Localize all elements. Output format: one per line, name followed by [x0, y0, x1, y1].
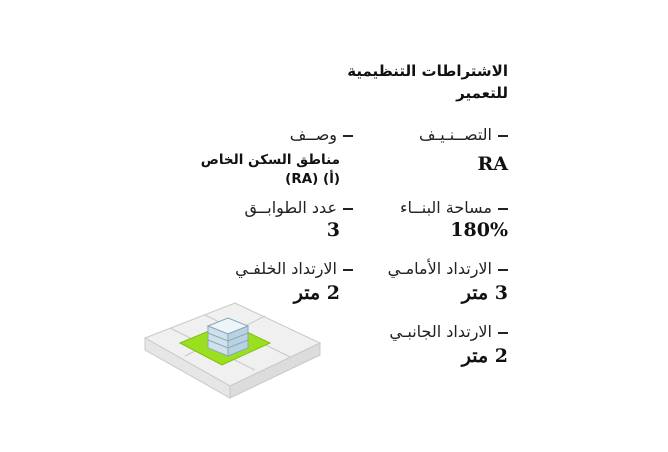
- title-line-2: للتعمير: [456, 84, 508, 102]
- description-line-1: مناطق السكن الخاص: [200, 152, 340, 168]
- page-title: [347, 60, 508, 104]
- front-setback-label: الارتداد الأمامـي: [388, 259, 508, 279]
- rear-setback-label: الارتداد الخلفـي: [235, 259, 353, 279]
- description-label: وصــف: [290, 125, 353, 145]
- plot-isometric-icon: [140, 298, 325, 403]
- side-setback-value: 2 متر: [461, 345, 508, 367]
- floors-label: عدد الطوابــق: [245, 198, 353, 218]
- building-area-value: 180%: [450, 219, 508, 241]
- front-setback-value: 3 متر: [461, 282, 508, 304]
- dash-icon: [498, 208, 508, 210]
- rear-setback-value: 2 متر: [293, 282, 340, 304]
- dash-icon: [498, 332, 508, 334]
- dash-icon: [343, 135, 353, 137]
- dash-icon: [498, 269, 508, 271]
- description-line-2: (أ) (RA): [285, 171, 340, 187]
- dash-icon: [498, 135, 508, 137]
- side-setback-label: الارتداد الجانبـي: [389, 322, 508, 342]
- floors-value: 3: [326, 219, 340, 241]
- building-area-label: مساحة البنــاء: [400, 198, 508, 218]
- classification-value: RA: [477, 153, 508, 175]
- dash-icon: [343, 208, 353, 210]
- description-value: [201, 151, 340, 189]
- title-line-1: الاشتراطات التنظيمية: [347, 62, 508, 80]
- classification-label: التصــنـيـف: [419, 125, 508, 145]
- dash-icon: [343, 269, 353, 271]
